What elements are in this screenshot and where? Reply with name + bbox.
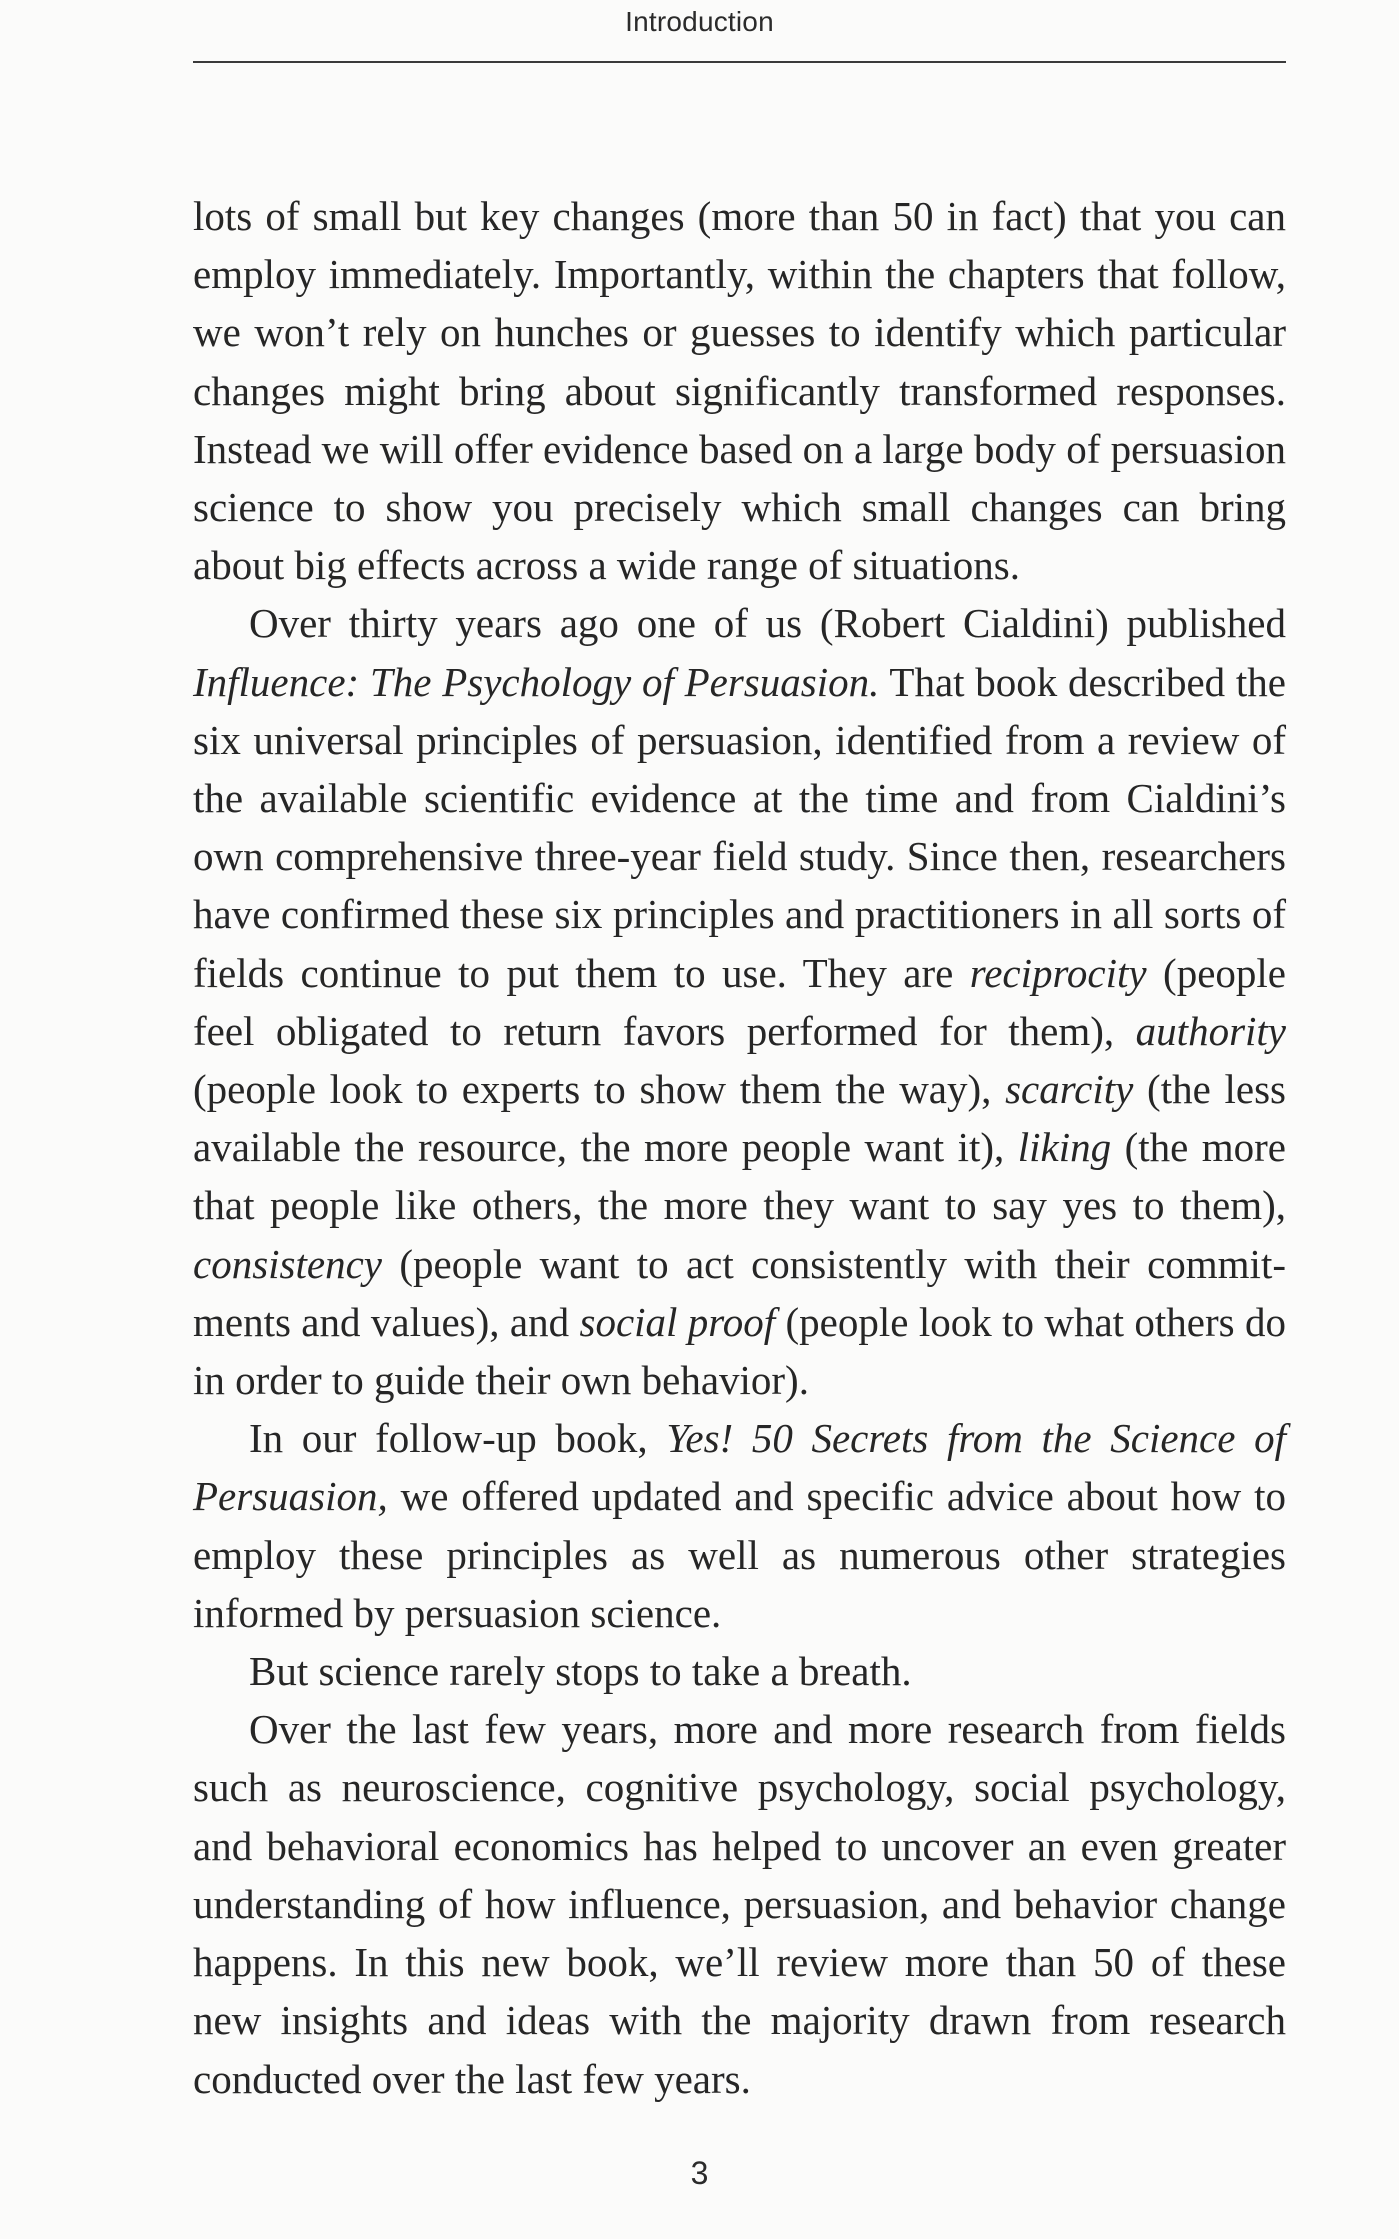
running-head: Introduction — [625, 6, 774, 37]
paragraph-1: lots of small but key changes (more than 50 in fact) that you can employ immediately. Importantly, within the chapters that follow, we won’t rely on hunches or guesses to identify which particular changes might bring about significantly transformed responses. Instead we will offer evidence based on a large body of persuasion science to show you precisely which small changes can bring about big effects across a wide range of situations. — [193, 193, 1286, 589]
term-authority: authority — [1135, 1007, 1286, 1054]
p2-text-8: (people look to what others do in order to guide their own behavior). — [193, 1298, 1286, 1404]
p2-text-3: (people feel obligated to return favors performed for them), — [193, 949, 1286, 1054]
p2-text-2: That book described the six universal principles of persuasion, identified from a review of the available scientific evidence at the time and from Cialdini’s own comprehensive three-year field study. Since then, researchers have confirmed these six principles and practitioners in all sorts of fields continue to put them to use. They are — [193, 658, 1287, 996]
term-consistency: consistency — [193, 1240, 382, 1287]
book-title-influence: Influence: The Psychology of Persuasion. — [193, 658, 880, 705]
p2-text-7: (people want to act consistently with their commitments and values), and — [193, 1240, 1286, 1345]
p3-text-1: In our follow-up book, — [249, 1415, 667, 1462]
paragraph-4: But science rarely stops to take a breath. — [249, 1648, 912, 1695]
term-liking: liking — [1017, 1124, 1112, 1171]
p2-text-1: Over thirty years ago one of us (Robert Cialdini) published — [249, 600, 1286, 647]
p2-text-6: (the more that people like others, the more they want to say yes to them), — [193, 1124, 1287, 1229]
term-social-proof: social proof — [579, 1298, 776, 1345]
header-rule — [193, 61, 1286, 63]
term-scarcity: scarcity — [1005, 1066, 1134, 1113]
term-reciprocity: reciprocity — [969, 949, 1147, 996]
paragraph-3 — [193, 1409, 1286, 1642]
p3-text-2: we offered updated and specific advice about how to employ these principles as well as numerous other strategies informed by persuasion science. — [193, 1473, 1286, 1636]
body-text — [193, 187, 1286, 2108]
p2-text-5: (the less available the resource, the more people want it), — [193, 1066, 1286, 1171]
book-title-yes: Yes! 50 Secrets from the Science of Persuasion, — [193, 1415, 1286, 1520]
p2-text-4: (people look to experts to show them the way), — [193, 1066, 1006, 1113]
paragraph-2 — [193, 594, 1286, 1409]
paragraph-5: Over the last few years, more and more research from fields such as neuroscience, cognitive psychology, social psychology, and behavioral economics has helped to uncover an even greater understanding of how influence, persuasion, and behavior change happens. In this new book, we’ll review more than 50 of these new insights and ideas with the majority drawn from research conducted over the last few years. — [193, 1706, 1286, 2102]
page-number: 3 — [690, 2155, 709, 2191]
